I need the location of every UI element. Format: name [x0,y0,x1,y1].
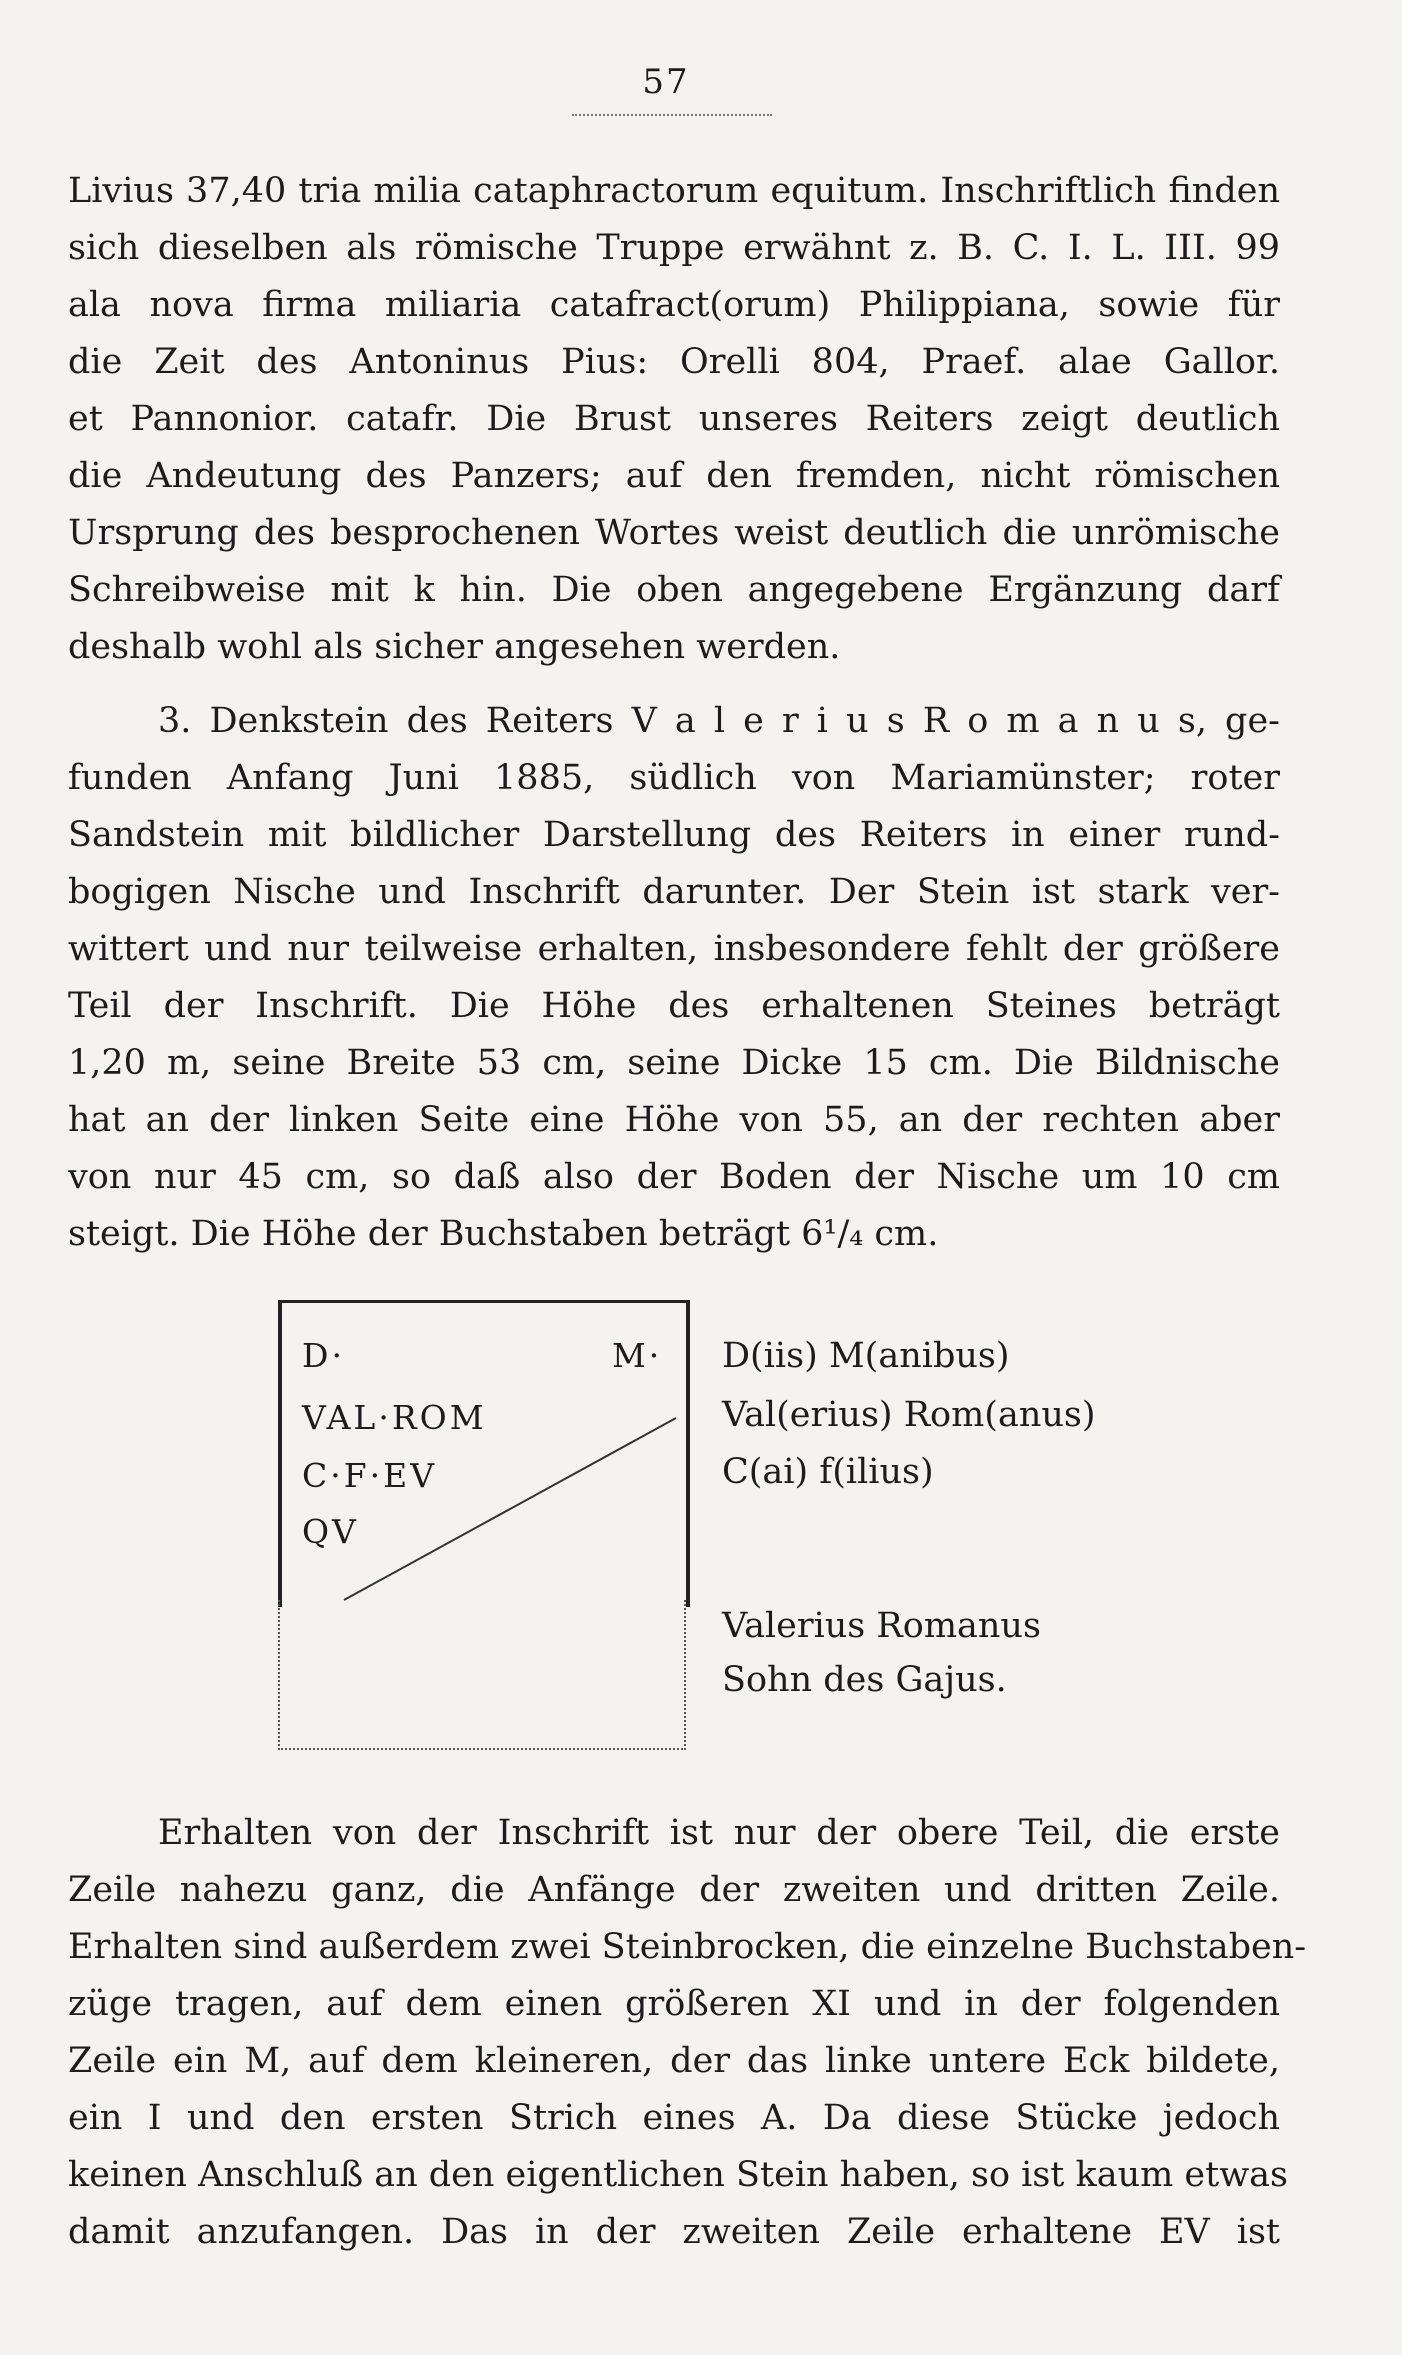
text-line: 1,20 m, seine Breite 53 cm, seine Dicke 15 cm. Die Bildnische [68,1043,1280,1083]
text-line: Zeile nahezu ganz, die Anfänge der zweiten und dritten Zeile. [68,1870,1280,1910]
text-line: sich dieselben als römische Truppe erwähnt z. B. C. I. L. III. 99 [68,228,1280,268]
text-line: steigt. Die Höhe der Buchstaben beträgt 6¹/₄ cm. [68,1214,939,1254]
text-line: 3. Denkstein des Reiters V a l e r i u s R o m a n u s, ge- [158,701,1280,741]
gloss-line-1: D(iis) M(anibus) [722,1336,1010,1376]
text-line: züge tragen, auf dem einen größeren XI und in der folgenden [68,1984,1280,2024]
text-line: Schreibweise mit k hin. Die oben angegebene Ergänzung darf [68,570,1280,610]
text-line: funden Anfang Juni 1885, südlich von Mariamünster; roter [68,758,1280,798]
text-line: die Zeit des Antoninus Pius: Orelli 804, Praef. alae Gallor. [68,342,1280,382]
text-line: ein I und den ersten Strich eines A. Da diese Stücke jedoch [68,2098,1280,2138]
inscription-line-1-right: M· [612,1336,663,1375]
text-line: keinen Anschluß an den eigentlichen Stein haben, so ist kaum etwas [68,2155,1288,2195]
text-line: deshalb wohl als sicher angesehen werden. [68,627,841,667]
inscription-line-4: QV [302,1512,359,1551]
text-line: Livius 37,40 tria milia cataphractorum equitum. Inschriftlich finden [68,171,1280,211]
text-line: von nur 45 cm, so daß also der Boden der Nische um 10 cm [68,1157,1280,1197]
text-line: et Pannonior. catafr. Die Brust unseres Reiters zeigt deutlich [68,399,1280,439]
inscription-diagram [278,1300,688,1750]
text-line: Sandstein mit bildlicher Darstellung des Reiters in einer rund- [68,815,1280,855]
ornament-rule [572,114,772,124]
inscription-line-3: C·F·EV [302,1456,438,1495]
inscription-line-1-left: D· [302,1336,345,1375]
text-line: hat an der linken Seite eine Höhe von 55, an der rechten aber [68,1100,1280,1140]
inscription-line-2: VAL·ROM [302,1398,487,1437]
text-line: Teil der Inschrift. Die Höhe des erhaltenen Steines beträgt [68,986,1280,1026]
text-line: damit anzufangen. Das in der zweiten Zeile erhaltene EV ist [68,2212,1280,2252]
gloss-line-3: C(ai) f(ilius) [722,1452,934,1492]
text-line: Erhalten sind außerdem zwei Steinbrocken, die einzelne Buchstaben- [68,1927,1307,1967]
paragraph-3 [68,1805,1307,2261]
text-line: Erhalten von der Inschrift ist nur der obere Teil, die erste [158,1813,1280,1853]
text-line: wittert und nur teilweise erhalten, insbesondere fehlt der größere [68,929,1280,969]
text-line: die Andeutung des Panzers; auf den fremden, nicht römischen [68,456,1280,496]
text-line: ala nova firma miliaria catafract(orum) Philippiana, sowie für [68,285,1280,325]
translation-line-1: Valerius Romanus [722,1606,1041,1646]
page-number: 57 [642,62,690,102]
gloss-line-2: Val(erius) Rom(anus) [722,1395,1096,1435]
text-line: Ursprung des besprochenen Wortes weist deutlich die unrömische [68,513,1280,553]
paragraph-1 [68,163,1280,676]
paragraph-2 [68,693,1280,1263]
text-line: bogigen Nische und Inschrift darunter. Der Stein ist stark ver- [68,872,1280,912]
text-line: Zeile ein M, auf dem kleineren, der das linke untere Eck bildete, [68,2041,1280,2081]
translation-line-2: Sohn des Gajus. [722,1660,1007,1700]
